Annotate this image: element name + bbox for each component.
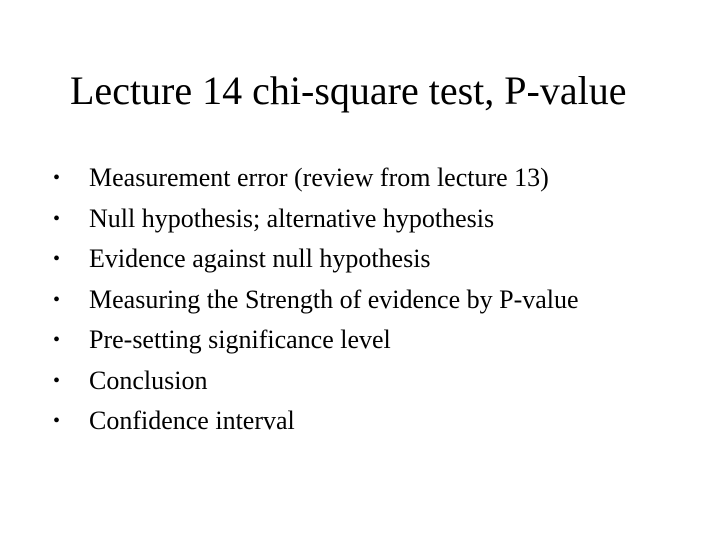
bullet-icon: • (53, 167, 61, 189)
bullet-list (0, 158, 720, 442)
bullet-text: Confidence interval (89, 406, 295, 435)
bullet-icon: • (53, 248, 61, 270)
bullet-icon: • (53, 329, 61, 351)
bullet-icon: • (53, 207, 61, 230)
bullet-icon: • (53, 288, 61, 311)
bullet-icon: • (53, 410, 61, 432)
slide-title: Lecture 14 chi-square test, P-value (70, 68, 627, 113)
list-item (0, 361, 720, 402)
bullet-text: Pre-setting significance level (89, 325, 391, 354)
list-item (0, 280, 720, 321)
list-item (0, 401, 720, 442)
list-item (0, 199, 720, 240)
bullet-text: Measurement error (review from lecture 13) (89, 163, 549, 192)
list-item (0, 320, 720, 361)
bullet-icon: • (53, 369, 61, 392)
bullet-text: Conclusion (89, 365, 208, 395)
bullet-text: Null hypothesis; alternative hypothesis (89, 203, 495, 233)
bullet-text: Measuring the Strength of evidence by P-value (89, 284, 579, 314)
list-item (0, 239, 720, 280)
list-item (0, 158, 720, 199)
bullet-text: Evidence against null hypothesis (89, 244, 431, 273)
